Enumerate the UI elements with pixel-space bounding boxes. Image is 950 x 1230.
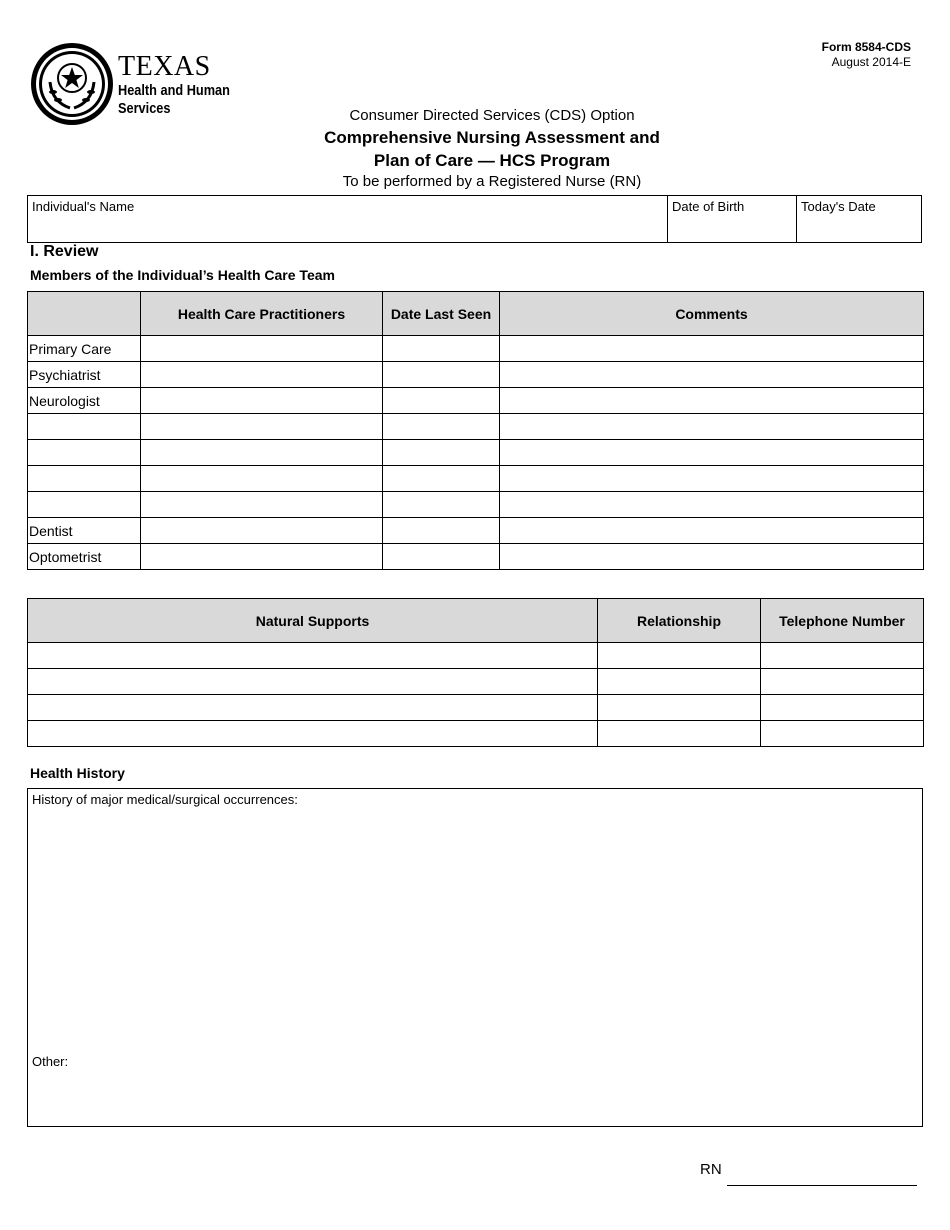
logo-texas-text: TEXAS xyxy=(118,51,211,82)
form-number: Form 8584-CDS xyxy=(821,40,911,54)
relationship-cell[interactable] xyxy=(598,643,761,669)
comments-cell[interactable] xyxy=(500,414,924,440)
table-row xyxy=(28,669,924,695)
team-row-label: Primary Care xyxy=(28,336,141,362)
comments-cell[interactable] xyxy=(500,336,924,362)
health-history-title: Health History xyxy=(30,765,125,781)
comments-cell[interactable] xyxy=(500,388,924,414)
date-of-birth-field[interactable] xyxy=(668,196,797,242)
title-line4: To be performed by a Registered Nurse (RN) xyxy=(342,173,642,190)
logo-line2: Services xyxy=(118,100,171,117)
table-row xyxy=(28,362,924,388)
date-last-seen-cell[interactable] xyxy=(383,466,500,492)
team-row-label[interactable] xyxy=(28,414,141,440)
date-last-seen-cell[interactable] xyxy=(383,492,500,518)
practitioner-cell[interactable] xyxy=(141,492,383,518)
team-row-label: Optometrist xyxy=(28,544,141,570)
title-line3: Plan of Care — HCS Program xyxy=(373,151,611,170)
comments-cell[interactable] xyxy=(500,544,924,570)
natural-support-cell[interactable] xyxy=(28,721,598,747)
comments-cell[interactable] xyxy=(500,466,924,492)
table-row xyxy=(28,695,924,721)
telephone-cell[interactable] xyxy=(761,695,924,721)
natural-support-cell[interactable] xyxy=(28,643,598,669)
todays-date-field[interactable] xyxy=(797,196,923,242)
title-line1: Consumer Directed Services (CDS) Option xyxy=(349,107,635,124)
health-history-field[interactable] xyxy=(27,788,923,1127)
date-last-seen-cell[interactable] xyxy=(383,440,500,466)
logo-line1: Health and Human xyxy=(118,82,230,99)
relationship-cell[interactable] xyxy=(598,721,761,747)
team-col-comments: Comments xyxy=(500,292,924,336)
telephone-cell[interactable] xyxy=(761,721,924,747)
table-row xyxy=(28,336,924,362)
comments-cell[interactable] xyxy=(500,518,924,544)
comments-cell[interactable] xyxy=(500,440,924,466)
practitioner-cell[interactable] xyxy=(141,518,383,544)
date-last-seen-cell[interactable] xyxy=(383,518,500,544)
telephone-cell[interactable] xyxy=(761,643,924,669)
rn-signature-line[interactable] xyxy=(727,1185,917,1186)
table-row xyxy=(28,518,924,544)
team-row-label[interactable] xyxy=(28,440,141,466)
other-label: Other: xyxy=(32,1054,69,1069)
practitioner-cell[interactable] xyxy=(141,414,383,440)
todays-date-label: Today's Date xyxy=(801,199,876,214)
rn-signature-label: RN xyxy=(700,1161,722,1178)
history-label: History of major medical/surgical occurrences: xyxy=(32,792,298,807)
health-care-team-title: Members of the Individual’s Health Care Team xyxy=(30,267,335,283)
comments-cell[interactable] xyxy=(500,492,924,518)
supports-header-row xyxy=(28,599,924,643)
team-header-row xyxy=(28,292,924,336)
team-col-practitioners: Health Care Practitioners xyxy=(141,292,383,336)
team-row-label[interactable] xyxy=(28,466,141,492)
natural-supports-table xyxy=(27,598,924,747)
relationship-cell[interactable] xyxy=(598,695,761,721)
table-row xyxy=(28,388,924,414)
table-row xyxy=(28,721,924,747)
team-row-label[interactable] xyxy=(28,492,141,518)
practitioner-cell[interactable] xyxy=(141,466,383,492)
date-last-seen-cell[interactable] xyxy=(383,388,500,414)
form-identifier xyxy=(822,40,911,70)
table-row xyxy=(28,466,924,492)
practitioner-cell[interactable] xyxy=(141,440,383,466)
practitioner-cell[interactable] xyxy=(141,388,383,414)
team-col-role xyxy=(28,292,141,336)
natural-support-cell[interactable] xyxy=(28,695,598,721)
practitioner-cell[interactable] xyxy=(141,544,383,570)
table-row xyxy=(28,544,924,570)
date-last-seen-cell[interactable] xyxy=(383,336,500,362)
date-last-seen-cell[interactable] xyxy=(383,362,500,388)
table-row xyxy=(28,492,924,518)
team-col-date-last-seen: Date Last Seen xyxy=(383,292,500,336)
form-date: August 2014-E xyxy=(831,55,911,69)
comments-cell[interactable] xyxy=(500,362,924,388)
individual-name-field[interactable] xyxy=(28,196,668,242)
table-row xyxy=(28,440,924,466)
supports-col-natural-supports: Natural Supports xyxy=(28,599,598,643)
table-row xyxy=(28,643,924,669)
team-row-label: Dentist xyxy=(28,518,141,544)
team-row-label: Psychiatrist xyxy=(28,362,141,388)
supports-col-telephone: Telephone Number xyxy=(761,599,924,643)
team-row-label: Neurologist xyxy=(28,388,141,414)
health-care-team-table xyxy=(27,291,924,570)
practitioner-cell[interactable] xyxy=(141,362,383,388)
table-row xyxy=(28,414,924,440)
individual-name-label: Individual's Name xyxy=(32,199,135,214)
form-title-block xyxy=(0,106,950,192)
date-of-birth-label: Date of Birth xyxy=(672,199,745,214)
supports-col-relationship: Relationship xyxy=(598,599,761,643)
date-last-seen-cell[interactable] xyxy=(383,414,500,440)
natural-support-cell[interactable] xyxy=(28,669,598,695)
practitioner-cell[interactable] xyxy=(141,336,383,362)
identity-row xyxy=(27,195,922,243)
title-line2: Comprehensive Nursing Assessment and xyxy=(324,128,660,147)
telephone-cell[interactable] xyxy=(761,669,924,695)
section-review-title: I. Review xyxy=(30,243,99,260)
relationship-cell[interactable] xyxy=(598,669,761,695)
date-last-seen-cell[interactable] xyxy=(383,544,500,570)
